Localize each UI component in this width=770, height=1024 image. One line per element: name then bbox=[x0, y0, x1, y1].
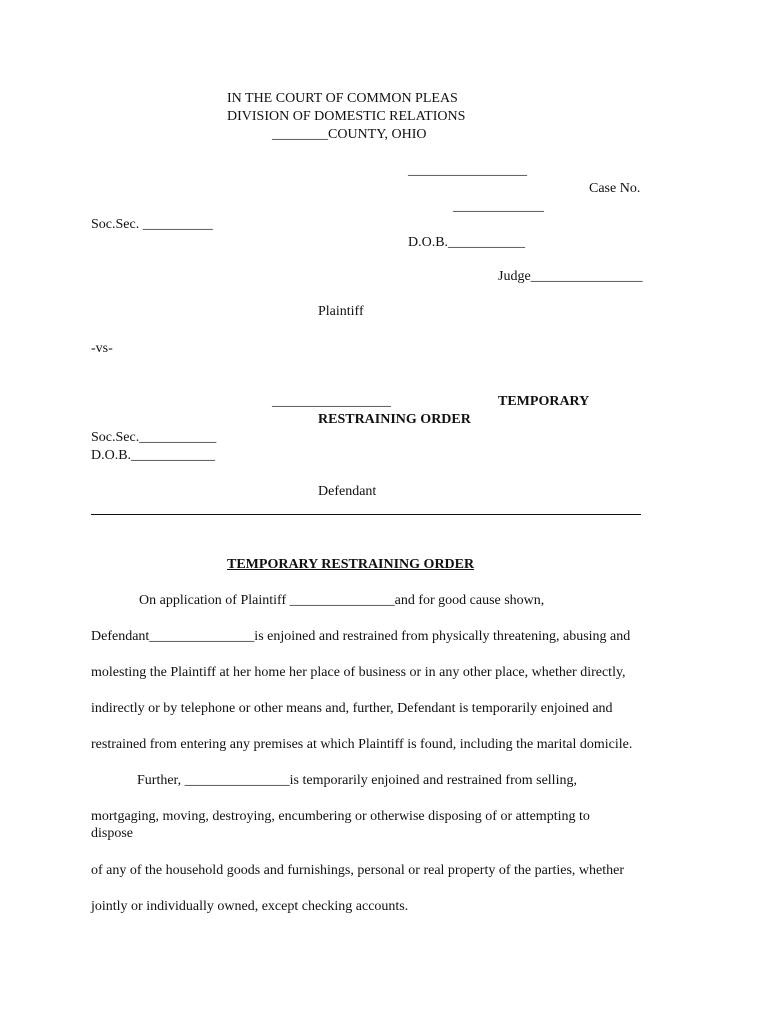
defendant-soc-sec: Soc.Sec.___________ bbox=[91, 430, 217, 445]
versus-label: -vs- bbox=[91, 341, 113, 356]
body-line: molesting the Plaintiff at her home her place of business or in any other place, whether directly, bbox=[91, 665, 626, 680]
body-line: jointly or individually owned, except checking accounts. bbox=[91, 899, 409, 914]
defendant-label: Defendant bbox=[318, 484, 377, 499]
body-line: indirectly or by telephone or other means and, further, Defendant is temporarily enjoined and bbox=[91, 701, 613, 716]
body-line: Further, _______________is temporarily enjoined and restrained from selling, bbox=[137, 773, 577, 788]
plaintiff-soc-sec: Soc.Sec. __________ bbox=[91, 217, 213, 232]
plaintiff-name-blank: _________________ bbox=[408, 163, 527, 178]
court-county: ________COUNTY, OHIO bbox=[272, 127, 427, 142]
court-division: DIVISION OF DOMESTIC RELATIONS bbox=[227, 109, 466, 124]
body-line: restrained from entering any premises at which Plaintiff is found, including the marital domicile. bbox=[91, 737, 633, 752]
body-line: mortgaging, moving, destroying, encumbering or otherwise disposing of or attempting to bbox=[91, 809, 590, 824]
defendant-dob: D.O.B.____________ bbox=[91, 448, 216, 463]
case-number-blank: _____________ bbox=[453, 199, 544, 214]
body-line: dispose bbox=[91, 826, 133, 841]
court-name: IN THE COURT OF COMMON PLEAS bbox=[227, 91, 458, 106]
plaintiff-label: Plaintiff bbox=[318, 304, 364, 319]
body-line: Defendant_______________is enjoined and restrained from physically threatening, abusing and bbox=[91, 629, 631, 644]
case-number-label: Case No. bbox=[589, 181, 641, 196]
body-line: of any of the household goods and furnishings, personal or real property of the parties, whether bbox=[91, 863, 625, 878]
order-heading: TEMPORARY RESTRAINING ORDER bbox=[227, 557, 475, 572]
plaintiff-dob: D.O.B.___________ bbox=[408, 235, 526, 250]
order-title-line1: TEMPORARY bbox=[498, 394, 590, 409]
judge-line: Judge________________ bbox=[498, 269, 643, 284]
order-title-line2: RESTRAINING ORDER bbox=[318, 412, 471, 427]
body-line: On application of Plaintiff _______________and for good cause shown, bbox=[139, 593, 545, 608]
defendant-name-blank: _________________ bbox=[272, 394, 391, 409]
caption-divider bbox=[91, 514, 641, 515]
